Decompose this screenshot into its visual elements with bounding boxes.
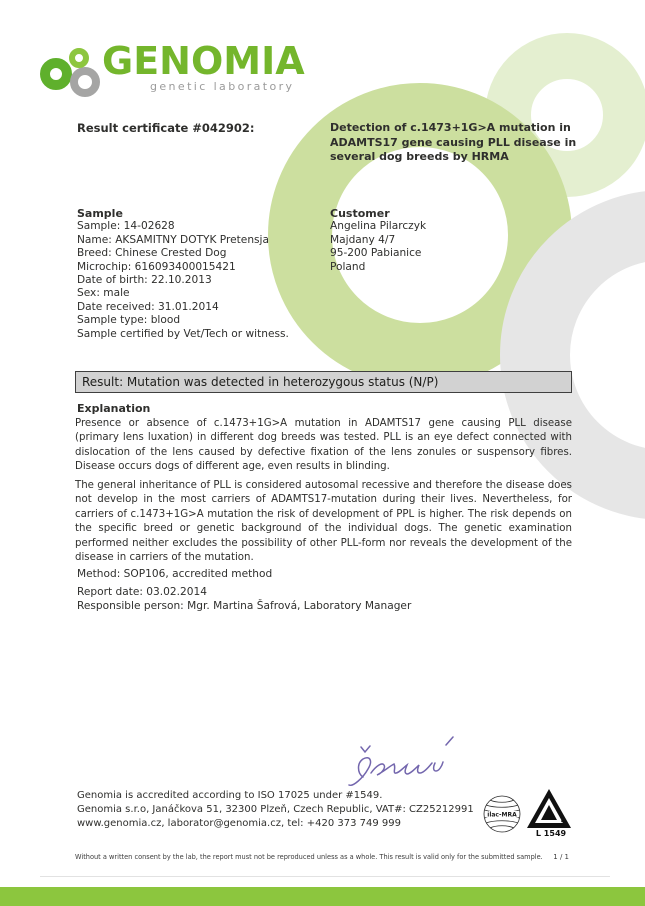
sample-line: Microchip: 616093400015421 [77,260,236,273]
logo-small-green-ring-icon [69,48,89,68]
sample-line: Sample certified by Vet/Tech or witness. [77,327,289,340]
report-date-line: Report date: 03.02.2014 [77,586,207,598]
result-bar: Result: Mutation was detected in heterozygous status (N/P) [75,371,572,393]
report-info [77,585,411,613]
explanation-heading: Explanation [77,402,151,415]
signature-ink-icon [343,733,463,795]
sample-line: Name: AKSAMITNY DOTYK Pretensja [77,233,269,246]
customer-line: Poland [330,260,366,273]
disclaimer-text: Without a written consent by the lab, the report must not be reproduced unless as a whole. This result is valid only for the submitted sample. [75,853,543,861]
certificate-number-label: Result certificate #042902: [77,121,255,135]
genomia-logo [38,38,305,98]
sample-line: Date of birth: 22.10.2013 [77,274,212,287]
sample-line: Date received: 31.01.2014 [77,300,219,313]
signature [343,733,463,795]
customer-section [330,207,426,274]
customer-line: Angelina Pilarczyk [330,220,427,233]
test-title: Detection of c.1473+1G>A mutation in ADAMTS17 gene causing PLL disease in several dog breeds by HRMA [330,121,577,163]
footer-accreditation-line: Genomia is accredited according to ISO 17025 under #1549. [77,790,383,801]
sample-section [77,207,289,341]
sample-line: Sex: male [77,287,130,300]
logo-green-ring-icon [40,58,72,90]
footer-address [77,789,474,831]
logo-name: GENOMIA [102,39,305,83]
ilac-mra-globe-icon [482,794,522,834]
customer-line: 95-200 Pabianice [330,247,422,260]
accreditation-triangle-logo [526,788,572,830]
customer-heading: Customer [330,207,390,220]
sample-line: Breed: Chinese Crested Dog [77,247,227,260]
accreditation-triangle-icon [526,788,572,830]
logo-gray-ring-icon [70,67,100,97]
disclaimer-row [75,853,569,861]
sample-line: Sample type: blood [77,314,181,327]
ilac-mra-logo [482,794,522,834]
accreditation-number: L 1549 [535,829,567,838]
footer-divider [40,876,610,877]
svg-text:ilac-MRA: ilac-MRA [487,811,517,819]
bottom-green-bar [0,887,645,906]
explanation-paragraph-2: The general inheritance of PLL is considered autosomal recessive and therefore the disease does not develop in the most carriers of ADAMTS17-mutation during their lives. Nevertheless, for carriers of c.1473+1G>A mutation the risk of development of PPL is higher. The risk depends on the specific breed or genetic background of the individual dogs. The genetic examination performed neither excludes the possibility of other PLL-form nor reveals the development of the disease in carriers of the mutation. [75,480,572,564]
method-line: Method: SOP106, accredited method [77,568,273,580]
page-number: 1 / 1 [553,853,569,861]
footer-contact-line: www.genomia.cz, laborator@genomia.cz, tel: +420 373 749 999 [77,817,401,829]
customer-line: Majdany 4/7 [330,233,396,246]
footer-company-line: Genomia s.r.o, Janáčkova 51, 32300 Plzeň, Czech Republic, VAT#: CZ25212991 [77,803,474,815]
sample-heading: Sample [77,207,123,220]
responsible-person-line: Responsible person: Mgr. Martina Šafrová, Laboratory Manager [77,600,412,612]
sample-line: Sample: 14-02628 [77,220,175,233]
explanation-paragraph-1: Presence or absence of c.1473+1G>A mutation in ADAMTS17 gene causing PLL disease (primary lens luxation) in different dog breeds was tested. PLL is an eye defect connected with dislocation of the lens caused by defective fixation of the lens zonules or suspensory fibres. Disease occurs dogs of different age, even results in blinding. [75,418,572,473]
logo-tagline: genetic laboratory [150,80,295,93]
